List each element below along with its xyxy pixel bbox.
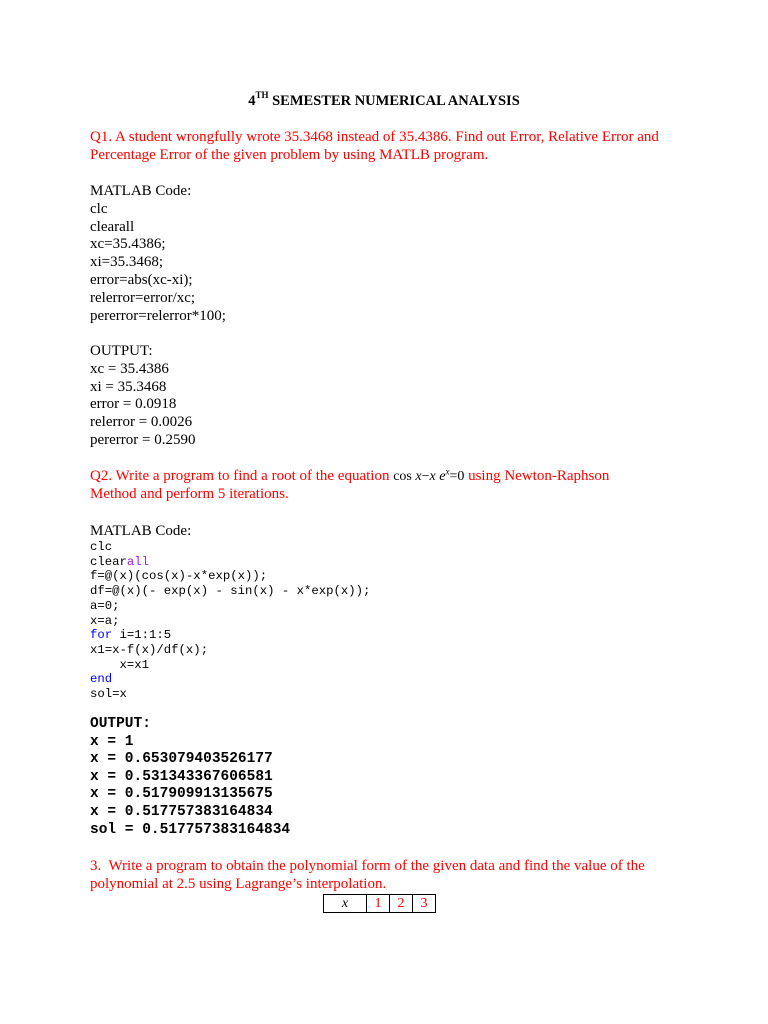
code-token: clear	[90, 554, 127, 569]
title-text: SEMESTER NUMERICAL ANALYSIS	[268, 93, 520, 109]
q3-question-line-1: 3. Write a program to obtain the polynomial form of the given data and find the value of the	[90, 858, 645, 874]
q1-code-line: pererror=relerror*100;	[90, 307, 226, 324]
q1-output-line: xi = 35.3468	[90, 378, 167, 395]
q2-code-line: df=@(x)(- exp(x) - sin(x) - x*exp(x));	[90, 584, 371, 599]
data-table	[323, 894, 436, 913]
q1-output-line: xc = 35.4386	[90, 360, 169, 377]
q1-output-label: OUTPUT:	[90, 343, 153, 359]
q2-code-line: x=x1	[90, 657, 150, 672]
eq-exponent: x	[445, 466, 450, 477]
eq-x: x	[415, 469, 422, 484]
q2-output-line: x = 0.517757383164834	[90, 803, 273, 820]
q3-question	[90, 858, 690, 894]
q1-code-line: error=abs(xc-xi);	[90, 271, 193, 288]
q2-question-line-2: Method and perform 5 iterations.	[90, 485, 289, 502]
title-number: 4	[248, 93, 256, 109]
table-cell: 1	[367, 895, 390, 913]
eq-rhs: =0	[449, 469, 465, 484]
q2-output-line: x = 0.653079403526177	[90, 751, 273, 768]
q1-question-line-1: Q1. A student wrongfully wrote 35.3468 instead of 35.4386. Find out Error, Relative Error and	[90, 129, 659, 145]
eq-x: x	[429, 469, 436, 484]
q2-code-line	[90, 555, 690, 570]
q2-code-line: sol=x	[90, 687, 127, 702]
eq-e: e	[439, 469, 446, 484]
q2-output-line: sol = 0.517757383164834	[90, 821, 291, 838]
table-row	[324, 895, 436, 913]
q1-output-block	[90, 343, 690, 450]
q2-code-line: a=0;	[90, 598, 120, 613]
q2-code-label: MATLAB Code:	[90, 523, 192, 539]
code-token: i=1:1:5	[112, 628, 172, 643]
q1-code-block	[90, 183, 690, 325]
q2-code-line: clc	[90, 540, 113, 554]
q2-question-post: using Newton-Raphson	[464, 468, 610, 484]
q2-question-pre: Q2. Write a program to find a root of the equation	[90, 468, 394, 484]
q1-output-line: pererror = 0.2590	[90, 431, 196, 448]
table-cell: 2	[390, 895, 413, 913]
code-keyword-for: for	[90, 628, 113, 643]
q1-code-line: xc=35.4386;	[90, 236, 166, 253]
q1-code-line: relerror=error/xc;	[90, 289, 196, 306]
q1-question-line-2: Percentage Error of the given problem by using MATLB program.	[90, 146, 489, 163]
eq-cos: cos	[393, 469, 412, 484]
q1-code-line: clearall	[90, 218, 135, 235]
code-string-token: all	[126, 554, 150, 569]
q2-code-line: x1=x-f(x)/df(x);	[90, 642, 209, 657]
q2-output-block	[90, 716, 690, 839]
q2-code-line	[90, 628, 690, 643]
q1-code-label: MATLAB Code:	[90, 183, 192, 199]
q1-output-line: error = 0.0918	[90, 396, 177, 413]
eq-minus: −	[421, 469, 430, 484]
q3-question-line-2: polynomial at 2.5 using Lagrange’s interpolation.	[90, 875, 387, 892]
q2-code-line: f=@(x)(cos(x)-x*exp(x));	[90, 569, 268, 584]
q2-code-block	[90, 540, 690, 702]
q2-question	[90, 468, 690, 504]
q2-question-line-1	[90, 468, 690, 486]
q1-question	[90, 129, 690, 165]
q2-output-line: x = 1	[90, 733, 134, 750]
q1-output-line: relerror = 0.0026	[90, 414, 193, 431]
q2-code-line: x=a;	[90, 613, 120, 628]
page-title	[0, 90, 768, 110]
code-keyword-end: end	[90, 672, 113, 687]
q2-output-line: x = 0.517909913135675	[90, 786, 273, 803]
q2-output-label: OUTPUT:	[90, 716, 151, 732]
q1-code-line: xi=35.3468;	[90, 254, 164, 271]
title-superscript: TH	[255, 90, 269, 101]
table-header-cell: x	[324, 895, 367, 913]
q2-equation	[393, 466, 465, 484]
q1-code-line: clc	[90, 200, 108, 217]
table-cell: 3	[413, 895, 436, 913]
q2-output-line: x = 0.531343367606581	[90, 768, 273, 785]
